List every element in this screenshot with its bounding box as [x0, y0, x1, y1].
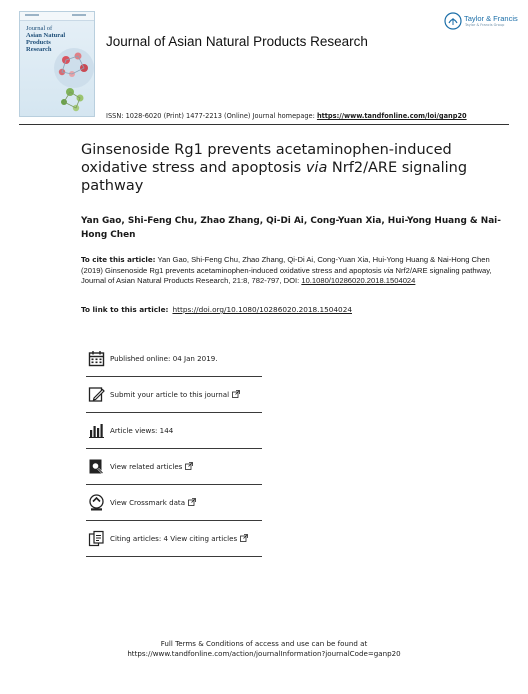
- external-link-icon: [240, 534, 248, 542]
- article-title: Ginsenoside Rg1 prevents acetaminophen-induced oxidative stress and apoptosis via Nrf2/ARE signaling pathway: [81, 142, 468, 194]
- article-doi-url[interactable]: https://doi.org/10.1080/10286020.2018.1504024: [172, 305, 352, 314]
- article-actions-list: [86, 341, 262, 557]
- article-views-item: [86, 413, 262, 449]
- bar-chart-icon: [88, 422, 105, 439]
- crossmark-item[interactable]: [86, 485, 262, 521]
- external-link-icon: [188, 498, 196, 506]
- article-authors: Yan Gao, Shi-Feng Chu, Zhao Zhang, Qi-Di Ai, Cong-Yuan Xia, Hui-Yong Huang & Nai-Hong Chen: [81, 216, 501, 240]
- calendar-icon: [88, 350, 105, 367]
- article-link-line: [81, 305, 352, 314]
- publisher-logo-icon: [444, 12, 462, 30]
- issn-line: [106, 112, 467, 120]
- cover-molecule-art: [46, 38, 95, 117]
- journal-title[interactable]: Journal of Asian Natural Products Research: [106, 34, 368, 49]
- cover-top-bar: [20, 12, 94, 21]
- publisher-name: Taylor & Francis: [464, 14, 518, 23]
- pencil-icon: [88, 386, 105, 403]
- journal-cover: [19, 11, 95, 117]
- crossmark-label: View Crossmark data: [110, 498, 196, 507]
- article-link-label: To link to this article:: [81, 305, 169, 314]
- submit-article-item[interactable]: [86, 377, 262, 413]
- article-views-label: Article views: 144: [110, 426, 174, 435]
- citing-articles-icon: [88, 530, 105, 547]
- cover-title: Journal of Asian Natural Products Research: [26, 25, 66, 53]
- citation-label: To cite this article:: [81, 255, 156, 264]
- issn-text: ISSN: 1028-6020 (Print) 1477-2213 (Online) Journal homepage:: [106, 112, 317, 120]
- published-online-label: Published online: 04 Jan 2019.: [110, 354, 218, 363]
- external-link-icon: [185, 462, 193, 470]
- doi-link[interactable]: 10.1080/10286020.2018.1504024: [301, 276, 416, 286]
- footer-terms: [0, 639, 528, 659]
- citing-articles-label: Citing articles: 4 View citing articles: [110, 534, 248, 543]
- journal-homepage-link[interactable]: https://www.tandfonline.com/loi/ganp20: [316, 112, 467, 120]
- submit-article-label: Submit your article to this journal: [110, 390, 240, 399]
- publisher-subtitle: Taylor & Francis Group: [465, 23, 505, 27]
- related-articles-label: View related articles: [110, 462, 193, 471]
- publisher-logo[interactable]: [444, 12, 524, 34]
- crossmark-icon: [88, 494, 105, 511]
- header-divider: [19, 124, 509, 125]
- related-articles-item[interactable]: [86, 449, 262, 485]
- citation-block: To cite this article: Yan Gao, Shi-Feng Chu, Zhao Zhang, Qi-Di Ai, Cong-Yuan Xia, Hui-Yong Huang & Nai-Hong Chen (2019) Ginsenoside Rg1 prevents acetaminophen-induced oxidative stress and apoptosis via Nrf2/ARE signaling pathway, Journal of Asian Natural Products Research, 21:8, 782-797, DOI: 10.1080/10286020.2018.1504024: [81, 255, 492, 286]
- footer-terms-link[interactable]: https://www.tandfonline.com/action/journalInformation?journalCode=ganp20: [127, 649, 401, 658]
- external-link-icon: [232, 390, 240, 398]
- citing-articles-item[interactable]: [86, 521, 262, 557]
- footer-line-1: Full Terms & Conditions of access and use can be found at: [160, 639, 368, 648]
- search-document-icon: [88, 458, 105, 475]
- published-online-item: [86, 341, 262, 377]
